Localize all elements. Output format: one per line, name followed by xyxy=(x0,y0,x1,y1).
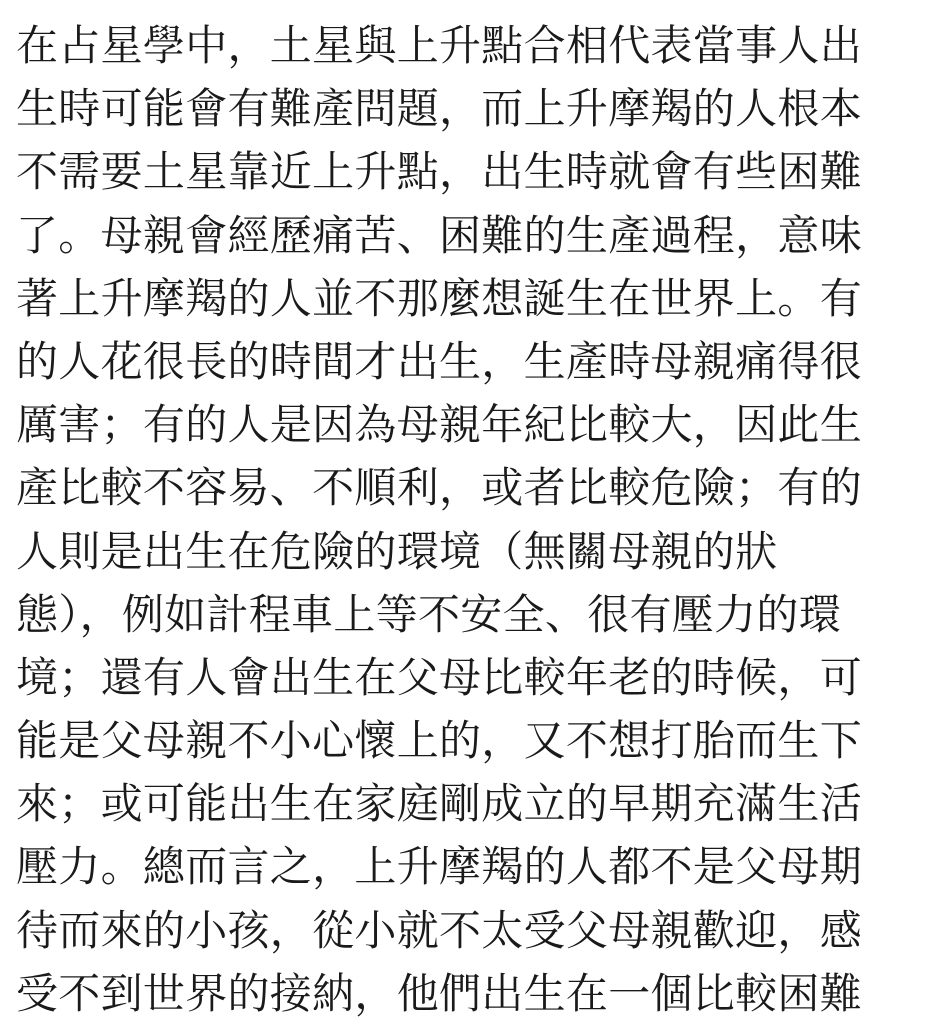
text-line: 受不到世界的接納，他們出生在一個比較困難 xyxy=(16,968,863,1018)
text-line: 來；或可能出生在家庭剛成立的早期充滿生活 xyxy=(16,779,863,829)
text-line: 的人花很長的時間才出生，生產時母親痛得很 xyxy=(16,336,863,386)
text-line: 壓力。總而言之，上升摩羯的人都不是父母期 xyxy=(16,842,863,892)
text-line: 在占星學中，土星與上升點合相代表當事人出 xyxy=(16,21,863,70)
text-line: 人則是出生在危險的環境（無關母親的狀 xyxy=(16,526,778,576)
text-line: 待而來的小孩，從小就不太受父母親歡迎，感 xyxy=(16,905,863,955)
text-line: 產比較不容易、不順利，或者比較危險；有的 xyxy=(16,463,863,513)
text-line: 境；還有人會出生在父母比較年老的時候，可 xyxy=(16,652,863,702)
article-body xyxy=(16,14,916,1025)
text-line: 能是父母親不小心懷上的，又不想打胎而生下 xyxy=(16,716,863,766)
text-line: 生時可能會有難產問題，而上升摩羯的人根本 xyxy=(16,84,863,134)
text-line: 著上升摩羯的人並不那麼想誕生在世界上。有 xyxy=(16,273,863,323)
text-line: 了。母親會經歷痛苦、困難的生產過程，意味 xyxy=(16,210,863,260)
text-line: 厲害；有的人是因為母親年紀比較大，因此生 xyxy=(16,400,863,450)
text-line: 不需要土星靠近上升點，出生時就會有些困難 xyxy=(16,147,863,197)
text-line: 態），例如計程車上等不安全、很有壓力的環 xyxy=(16,589,842,639)
